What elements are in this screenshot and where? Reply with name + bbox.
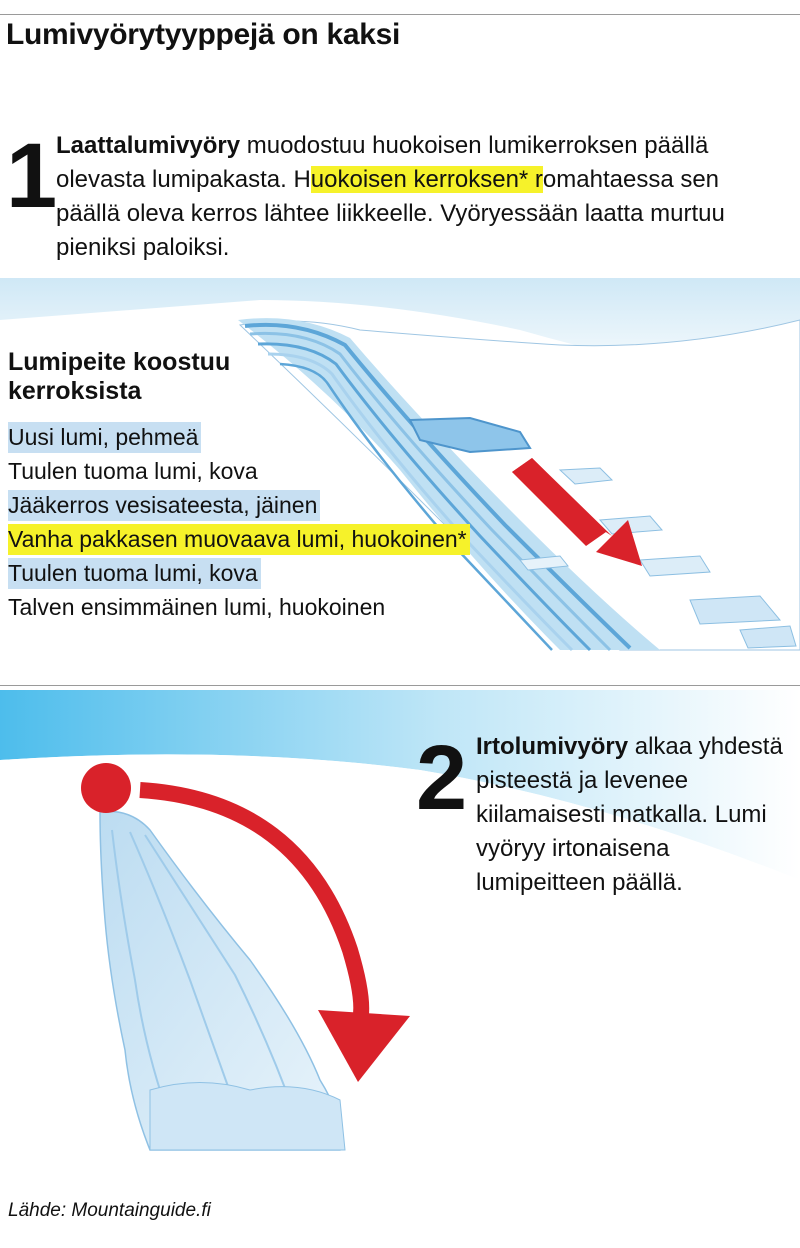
section-1-number: 1: [6, 125, 56, 227]
section-1-text-a: muodostuu huokoisen lumikerroksen päällä olevasta lumipakasta. H: [56, 132, 709, 193]
section-2-number: 2: [416, 727, 466, 829]
page-title: Lumivyörytyyppejä on kaksi: [6, 18, 401, 51]
section-2-bold-term: Irtolumivyöry: [476, 733, 629, 760]
section-1-text-b: omahtaessa sen päällä oleva kerros lähtee liikkeelle. Vyöryessään laatta murtuu pieniksi paloiksi.: [56, 166, 725, 261]
source-credit: Lähde: Mountainguide.fi: [8, 1200, 211, 1221]
snow-layer-item: Tuulen tuoma lumi, kova: [8, 458, 258, 484]
snow-layer-item: Jääkerros vesisateesta, jäinen: [8, 490, 320, 521]
snow-layer-item: Uusi lumi, pehmeä: [8, 422, 201, 453]
start-point-icon: [81, 763, 131, 813]
snow-layer-item: Vanha pakkasen muovaava lumi, huokoinen*: [8, 524, 470, 555]
section-1-text: [56, 129, 786, 265]
snow-layer-item: Tuulen tuoma lumi, kova: [8, 558, 261, 589]
snow-layer-item: Talven ensimmäinen lumi, huokoinen: [8, 594, 386, 620]
middle-rule: [0, 685, 800, 686]
layers-title: Lumipeite koostuu kerroksista: [8, 348, 231, 405]
section-2-text: [476, 730, 786, 900]
section-1-bold-term: Laattalumivyöry: [56, 132, 241, 159]
section-2-text-body: alkaa yhdestä pisteestä ja levenee kiilamaisesti matkalla. Lumi vyöryy irtonaisena lumipeitteen päällä.: [476, 733, 783, 896]
section-1-highlight: uokoisen kerroksen* r: [310, 166, 543, 193]
